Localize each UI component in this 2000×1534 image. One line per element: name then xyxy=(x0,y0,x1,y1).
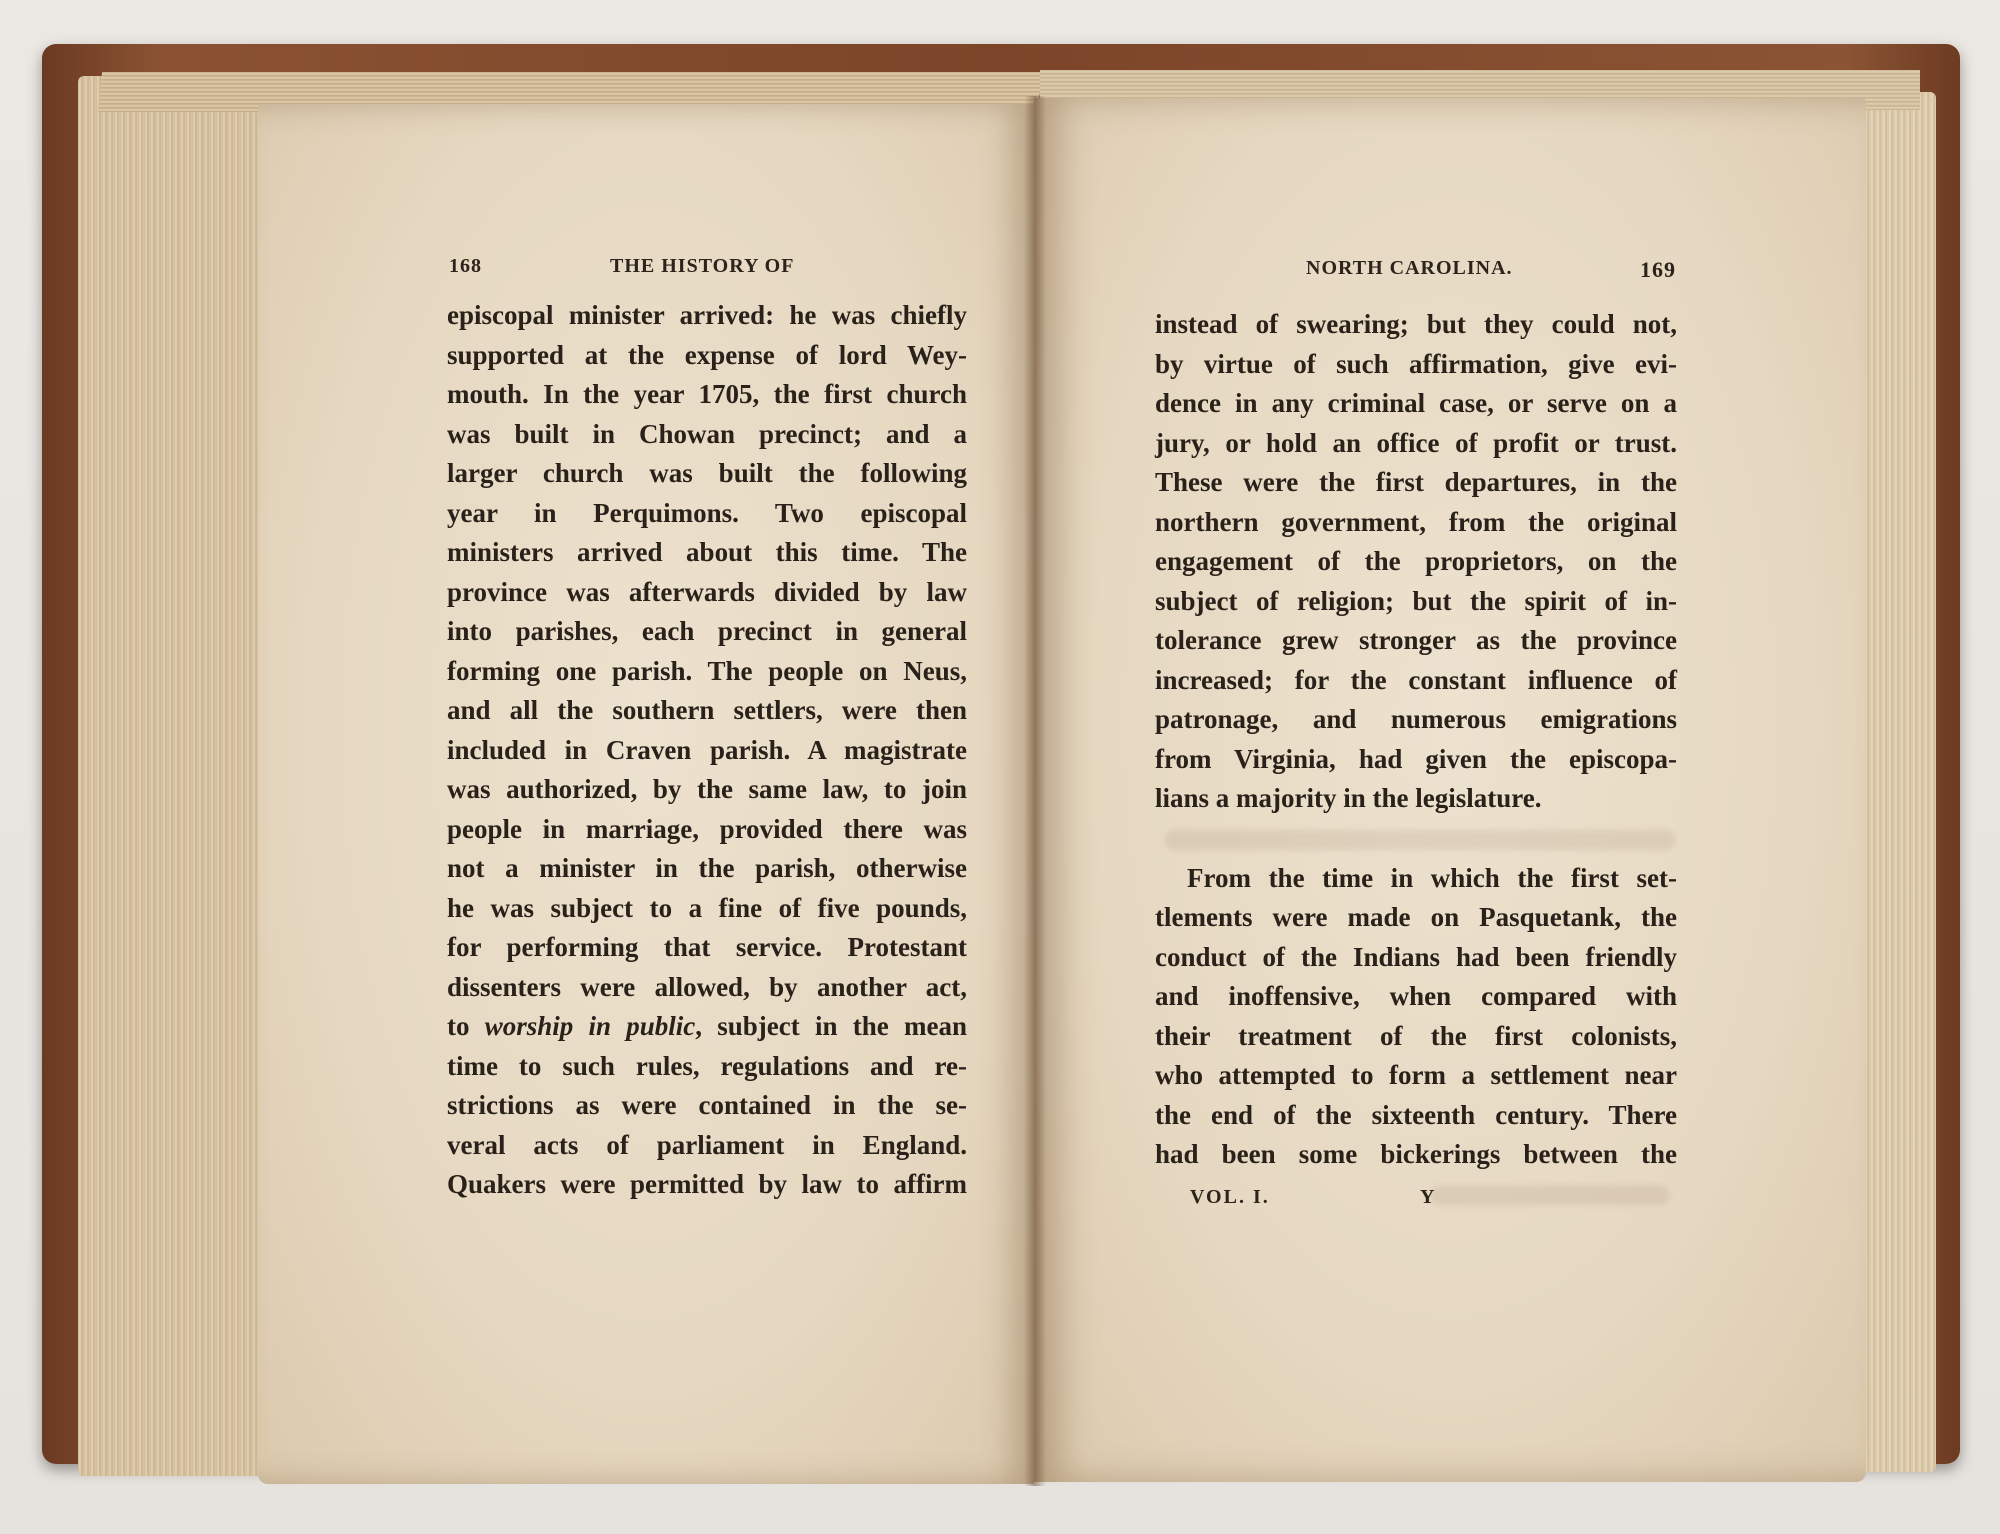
text-line: their treatment of the first colonists, xyxy=(1155,1020,1677,1051)
text-line: time to such rules, regulations and re- xyxy=(447,1050,967,1081)
text-line: from Virginia, had given the episcopa- xyxy=(1155,743,1677,774)
right-running-head: NORTH CAROLINA. xyxy=(1306,257,1513,279)
left-page-text xyxy=(447,296,967,1205)
text-line: tlements were made on Pasquetank, the xyxy=(1155,902,1677,932)
text-line: tolerance grew stronger as the province xyxy=(1155,625,1677,655)
left-running-head: THE HISTORY OF xyxy=(610,255,795,277)
text-line: increased; for the constant influence of xyxy=(1155,664,1677,695)
text-line: ministers arrived about this time. The xyxy=(447,537,967,567)
text-line: included in Craven parish. A magistrate xyxy=(447,734,967,765)
text-line: for performing that service. Protestant xyxy=(447,932,967,962)
signature-mark: Y xyxy=(1420,1186,1437,1208)
text-line: engagement of the proprietors, on the xyxy=(1155,546,1677,576)
text-line: instead of swearing; but they could not, xyxy=(1155,309,1677,339)
text-line: Quakers were permitted by law to affirm xyxy=(447,1169,967,1199)
right-page-text xyxy=(1155,305,1677,1175)
text-line: was built in Chowan precinct; and a xyxy=(447,418,967,449)
text-line: northern government, from the original xyxy=(1155,506,1677,537)
left-page-edges xyxy=(78,76,278,1476)
text-line: These were the first departures, in the xyxy=(1155,467,1677,497)
text-line: subject of religion; but the spirit of in- xyxy=(1155,585,1677,616)
text-line: larger church was built the following xyxy=(447,458,967,488)
text-line: conduct of the Indians had been friendly xyxy=(1155,941,1677,972)
text-line: province was afterwards divided by law xyxy=(447,576,967,607)
text-line: into parishes, each precinct in general xyxy=(447,616,967,646)
bleed-through xyxy=(1430,1185,1670,1205)
text-line: the end of the sixteenth century. There xyxy=(1155,1099,1677,1130)
text-line: lians a majority in the legislature. xyxy=(1155,783,1542,813)
left-page-number: 168 xyxy=(449,255,482,277)
right-page-number: 169 xyxy=(1640,257,1676,282)
book-gutter xyxy=(1024,96,1046,1486)
text-line: who attempted to form a settlement near xyxy=(1155,1060,1677,1090)
text-line: episcopal minister arrived: he was chiefly xyxy=(447,300,967,330)
text-line: by virtue of such affirmation, give evi- xyxy=(1155,348,1677,379)
text-line: and inoffensive, when compared with xyxy=(1155,981,1677,1011)
text-line: to worship in public, subject in the mean xyxy=(447,1011,967,1041)
text-line: veral acts of parliament in England. xyxy=(447,1129,967,1160)
text-line: dissenters were allowed, by another act, xyxy=(447,971,967,1002)
italic-phrase: worship in public xyxy=(484,1011,696,1041)
text-line: dence in any criminal case, or serve on a xyxy=(1155,388,1677,418)
text-line: not a minister in the parish, otherwise xyxy=(447,853,967,883)
text-line: strictions as were contained in the se- xyxy=(447,1090,967,1120)
text-line: he was subject to a fine of five pounds, xyxy=(447,892,967,923)
text-line: year in Perquimons. Two episcopal xyxy=(447,497,967,528)
text-line: had been some bickerings between the xyxy=(1155,1139,1677,1169)
text-line: mouth. In the year 1705, the first church xyxy=(447,379,967,409)
text-line: was authorized, by the same law, to join xyxy=(447,774,967,804)
text-line: and all the southern settlers, were then xyxy=(447,695,967,725)
text-line: people in marriage, provided there was xyxy=(447,813,967,844)
text-line: From the time in which the first set- xyxy=(1187,862,1677,893)
bleed-through xyxy=(1165,830,1675,850)
text-line: supported at the expense of lord Wey- xyxy=(447,339,967,370)
signature-volume: VOL. I. xyxy=(1190,1186,1270,1208)
text-line: patronage, and numerous emigrations xyxy=(1155,704,1677,734)
text-line: forming one parish. The people on Neus, xyxy=(447,655,967,686)
text-line: jury, or hold an office of profit or trust. xyxy=(1155,427,1677,458)
